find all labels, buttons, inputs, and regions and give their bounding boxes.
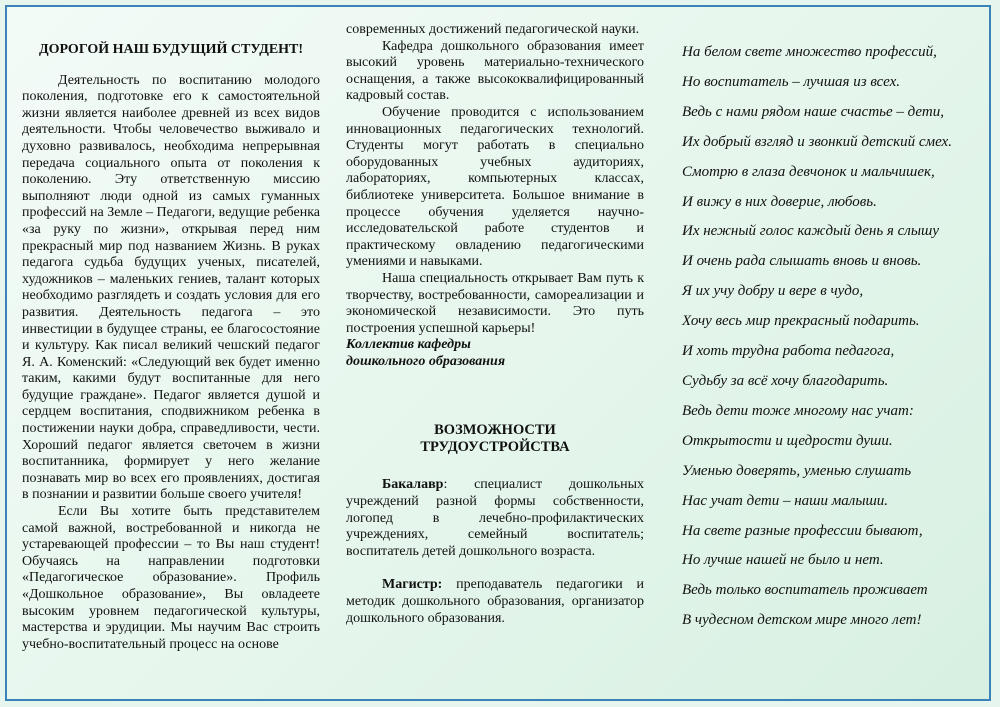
middle-column bbox=[346, 22, 644, 627]
master-label: Магистр: bbox=[382, 577, 443, 593]
poem-line: Я их учу добру и вере в чудо, bbox=[682, 283, 864, 300]
invitation-paragraph: Если Вы хотите быть представителем самой важной, востребованной и никогда не устаревающей профессии – то Вы наш студент! Обучаясь на направлении подготовки «Педагогическое образование». Профиль «Дошкольное образование», Вы овладеете высоким уровнем педагогической культуры, мастерства и эрудиции. Мы научим Вас строить учебно-воспитательный процесс на основе bbox=[22, 504, 320, 652]
equipment-paragraph: Кафедра дошкольного образования имеет высокий уровень материально-технического оснащения, а также высококвалифицированный кадровый состав. bbox=[346, 38, 644, 104]
career-paragraph: Наша специальность открывает Вам путь к творчеству, востребованности, самореализации и экономической независимости. Это путь построения успешной карьеры! bbox=[346, 270, 644, 336]
poem-line: И вижу в них доверие, любовь. bbox=[682, 193, 877, 210]
master-paragraph bbox=[346, 577, 644, 627]
poem-line: Ведь дети тоже многому нас учат: bbox=[682, 402, 914, 419]
poem-line: Судьбу за всё хочу благодарить. bbox=[682, 372, 889, 389]
signature-line-1: Коллектив кафедры bbox=[346, 337, 471, 353]
training-paragraph: Обучение проводится с использованием инновационных педагогических технологий. Студенты могут работать в специально оборудованных учебных аудиториях, лабораториях, компьютерных классах, библиотеке университета. Большое внимание в процессе обучения уделяется научно-исследовательской работе студентов и практическому овладению педагогическими умениями и навыками. bbox=[346, 104, 644, 270]
poem-line: Уменью доверять, уменью слушать bbox=[682, 462, 912, 479]
poem-line: На белом свете множество профессий, bbox=[682, 44, 937, 60]
poem-line: И хоть трудна работа педагога, bbox=[682, 343, 895, 360]
poem-line: В чудесном детском мире много лет! bbox=[682, 612, 922, 629]
continued-paragraph: современных достижений педагогической науки. bbox=[346, 22, 640, 37]
poem-line: Ведь с нами рядом наше счастье – дети, bbox=[682, 103, 944, 120]
poem-line: Смотрю в глаза девчонок и мальчишек, bbox=[682, 163, 935, 180]
bachelor-label: Бакалавр bbox=[382, 477, 444, 493]
poem-line: На свете разные профессии бывают, bbox=[682, 522, 923, 539]
page-title: ДОРОГОЙ НАШ БУДУЩИЙ СТУДЕНТ! bbox=[38, 42, 304, 57]
poem bbox=[682, 38, 982, 636]
bachelor-paragraph bbox=[346, 477, 644, 560]
poem-line: Но лучше нашей не было и нет. bbox=[682, 552, 884, 569]
employment-heading bbox=[346, 422, 644, 456]
employment-heading-line-1: ВОЗМОЖНОСТИ bbox=[434, 422, 556, 439]
employment-heading-line-2: ТРУДОУСТРОЙСТВА bbox=[420, 439, 570, 456]
intro-paragraph: Деятельность по воспитанию молодого поколения, подготовке его к самостоятельной жизни является наиболее древней из всех видов деятельности. Чтобы человечество выживало и духовно развивалось, необходима непрерывная передача социального опыта от поколения к поколению. Эту ответственную миссию выполняют люди одной из самых гуманных профессий на Земле – Педагоги, ведущие ребенка «за руку по жизни», открывая перед ним прекрасный мир под названием Жизнь. В руках педагога судьба будущих ученых, писателей, художников – маленьких гениев, талант которых необходимо разглядеть и создать условия для его развития. Деятельность педагога – это инвестиции в будущее страны, ее благосостояние и культуру. Как писал великий чешский педагог Я. А. Коменский: «Следующий век будет именно таким, какими будут воспитанные для него будущие граждане». Педагог является душой и сердцем воспитания, сподвижником ребенка в постижении науки добра, справедливости, чести. Хороший педагог является светочем в жизни воспитанника, формирует у него желание познавать мир во всех его проявлениях, достигая в познании и развитии больше своего учителя! bbox=[22, 72, 320, 503]
poem-line: Но воспитатель – лучшая из всех. bbox=[682, 73, 900, 90]
poem-line: Хочу весь мир прекрасный подарить. bbox=[682, 313, 920, 330]
poem-line: Их нежный голос каждый день я слышу bbox=[682, 223, 939, 240]
poem-line: И очень рада слышать вновь и вновь. bbox=[682, 253, 922, 270]
signature-line-2: дошкольного образования bbox=[346, 353, 506, 369]
poem-line: Нас учат дети – наши малыши. bbox=[682, 492, 889, 509]
left-column bbox=[22, 22, 320, 653]
master-text: преподаватель педагогики и методик дошкольного образования, организатор дошкольного образования. bbox=[346, 577, 644, 626]
bachelor-text: : специалист дошкольных учреждений разной формы собственности, логопед в лечебно-профилактических учреждениях, семейный воспитатель; воспитатель детей дошкольного возраста. bbox=[346, 477, 644, 559]
poem-line: Ведь только воспитатель проживает bbox=[682, 582, 928, 599]
poem-line: Открытости и щедрости души. bbox=[682, 432, 893, 449]
poem-line: Их добрый взгляд и звонкий детский смех. bbox=[682, 133, 952, 150]
